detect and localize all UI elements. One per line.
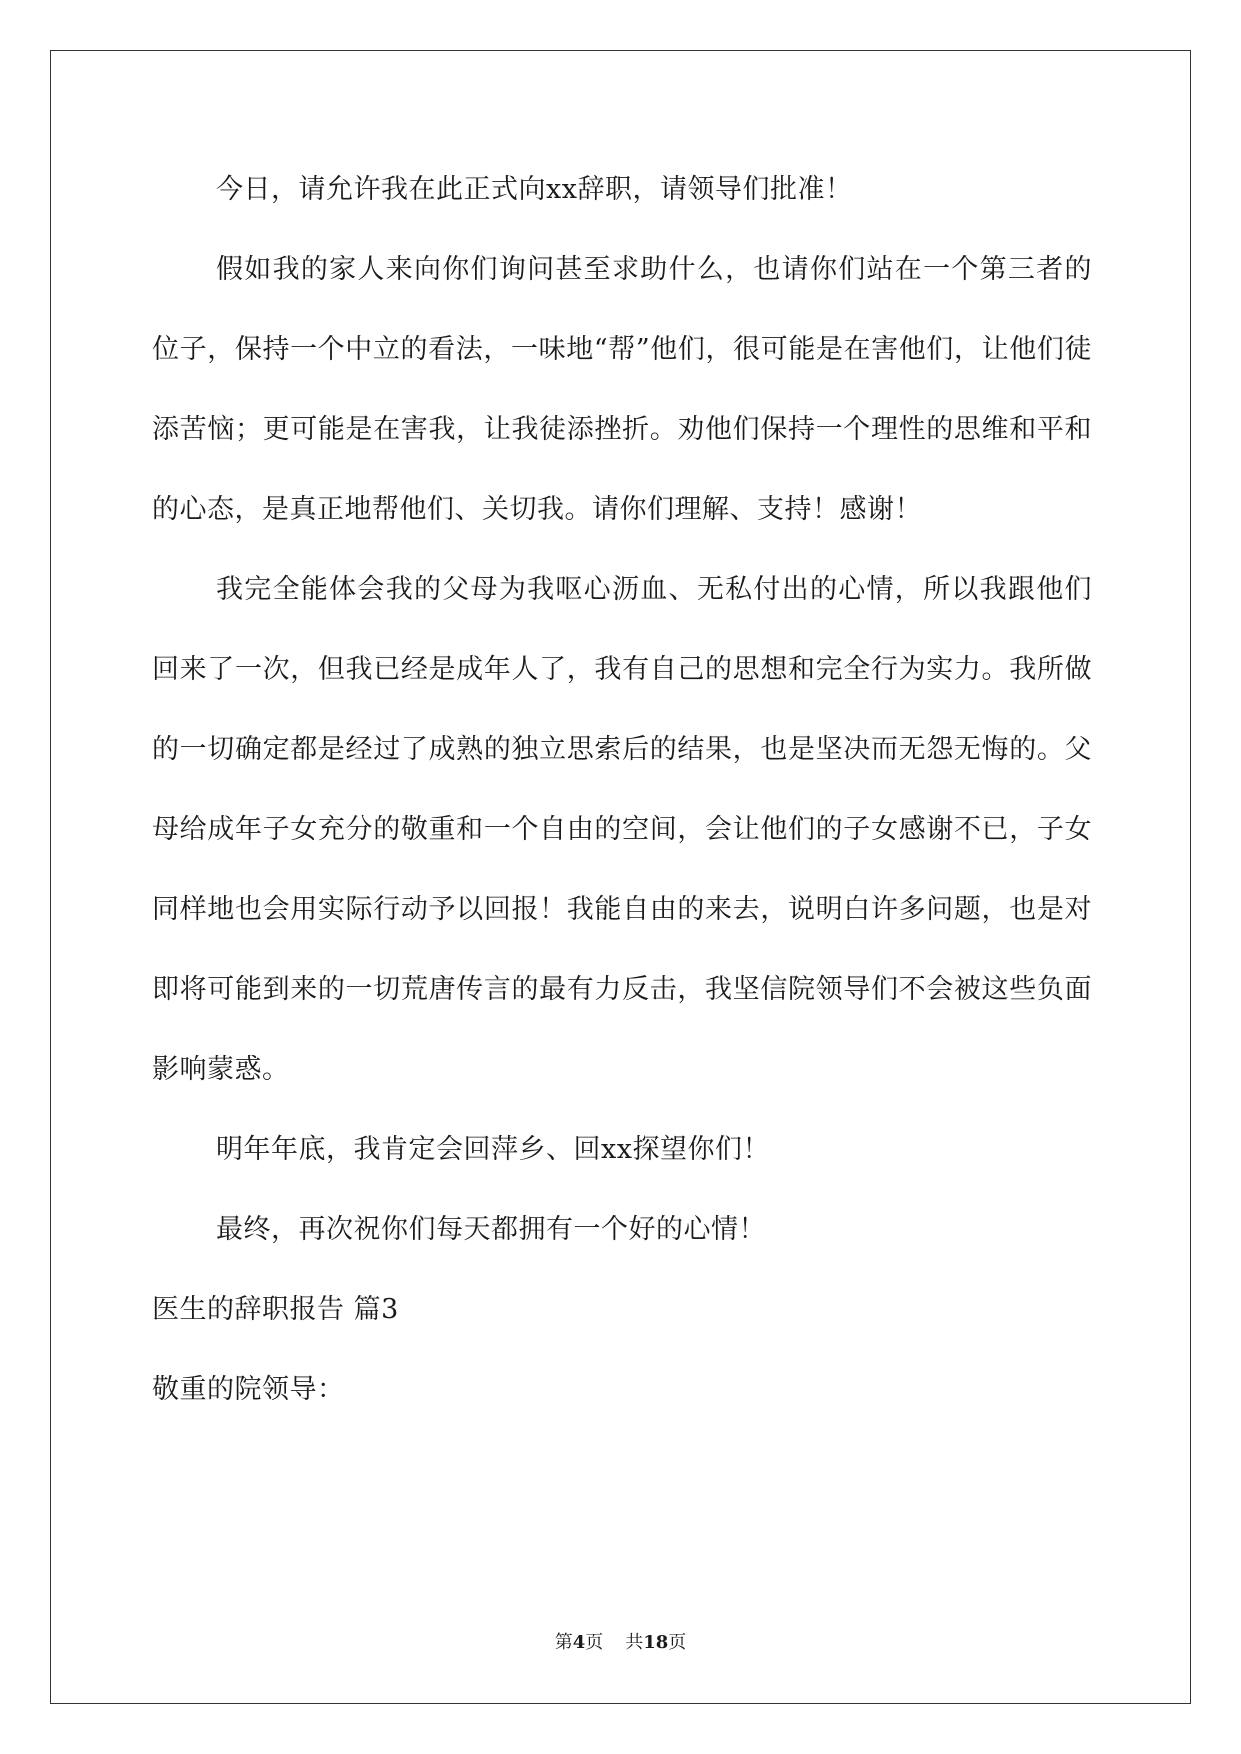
- footer-total-suffix: 页: [668, 1632, 687, 1653]
- footer-prefix: 第: [554, 1632, 573, 1653]
- footer-total-prefix: 共: [625, 1632, 644, 1653]
- footer-page-number: 4: [572, 1632, 586, 1653]
- footer-page-suffix: 页: [585, 1632, 604, 1653]
- section-title: 医生的辞职报告 篇3: [152, 1294, 399, 1325]
- salutation: 敬重的院领导：: [152, 1374, 345, 1405]
- document-body: [152, 150, 1092, 1430]
- page-footer: [0, 1628, 1241, 1654]
- paragraph-1: 今日，请允许我在此正式向xx辞职，请领导们批准！: [216, 174, 853, 205]
- paragraph-2: 假如我的家人来向你们询问甚至求助什么，也请你们站在一个第三者的位子，保持一个中立的看法，一味地“帮”他们，很可能是在害他们，让他们徒添苦恼；更可能是在害我，让我徒添挫折。劝他们保持一个理性的思维和平和的心态，是真正地帮他们、关切我。请你们理解、支持！感谢！: [152, 254, 1092, 525]
- footer-total-pages: 18: [643, 1632, 669, 1653]
- paragraph-5: 最终，再次祝你们每天都拥有一个好的心情！: [216, 1214, 766, 1245]
- paragraph-4: 明年年底，我肯定会回萍乡、回xx探望你们！: [216, 1134, 770, 1165]
- paragraph-3: 我完全能体会我的父母为我呕心沥血、无私付出的心情，所以我跟他们回来了一次，但我已经是成年人了，我有自己的思想和完全行为实力。我所做的一切确定都是经过了成熟的独立思索后的结果，也是坚决而无怨无悔的。父母给成年子女充分的敬重和一个自由的空间，会让他们的子女感谢不已，子女同样地也会用实际行动予以回报！我能自由的来去，说明白许多问题，也是对即将可能到来的一切荒唐传言的最有力反击，我坚信院领导们不会被这些负面影响蒙惑。: [152, 574, 1092, 1085]
